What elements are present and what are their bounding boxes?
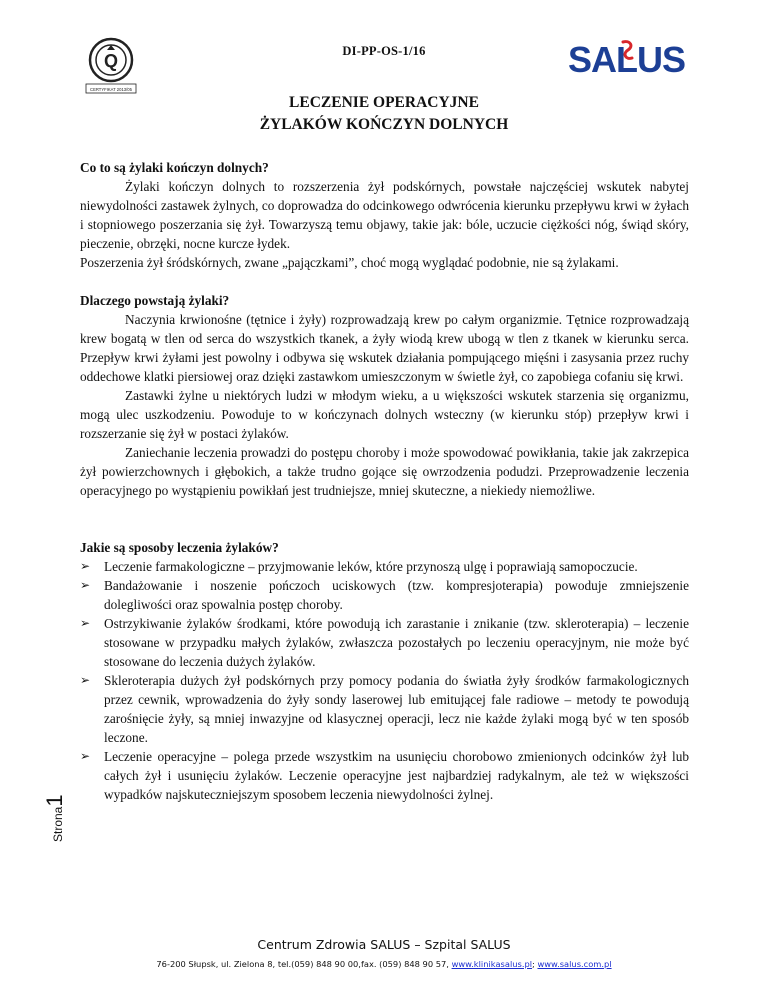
list-item: ➢ Skleroterapia dużych żył podskórnych przy pomocy podania do światła żyły środków farmakologicznych przez cewnik, wprowadzenia do żyły sondy laserowej lub emitującej fale radiowe – metody te powodują zarośnięcie żyły, są mniej inwazyjne od klasycznej operacji, lecz nie każde żylaki mogą być w ten sposób leczone. [80,673,689,745]
klinikasalus-link[interactable]: www.klinikasalus.pl [451,959,533,969]
section-2-paragraph-1: Naczynia krwionośne (tętnice i żyły) rozprowadzają krew po całym organizmie. Tętnice rozprowadzają krew bogatą w tlen od serca do wszystkich tkanek, a żyły wiodą krew ubogą w tlen z tkanek w kierunku serca. Przepływ krwi żyłami jest powolny i odbywa się wskutek działania pompującego mięśni i zasysania przez ruchy oddechowe klatki piersiowej oraz dzięki zastawkom umieszczonym w świetle żył, co zapobiega cofaniu się krwi. [80,312,689,384]
section-1-paragraph-2: Poszerzenia żył śródskórnych, zwane „pajączkami”, choć mogą wyglądać podobnie, nie są żylakami. [80,255,619,270]
section-2-heading: Dlaczego powstają żylaki? [80,293,230,308]
arrow-bullet-icon: ➢ [80,749,91,763]
document-title [0,92,768,136]
title-line-2: ŻYLAKÓW KOŃCZYN DOLNYCH [259,116,509,133]
footer-address [0,959,768,969]
svg-text:Q: Q [103,51,119,71]
section-2-paragraph-2: Zastawki żylne u niektórych ludzi w młodym wieku, a u większości wskutek starzenia się organizmu, mogą ulec uszkodzeniu. Powoduje to w kończynach dolnych wsteczny (w kierunku stóp) przepływ krwi i rozszerzanie się żył w postaci żylaków. [80,388,689,441]
brand-wordmark: SALUS [568,39,686,78]
arrow-bullet-icon: ➢ [80,578,91,592]
section-1-heading: Co to są żylaki kończyn dolnych? [80,160,269,175]
footer-address-text: 76-200 Słupsk, ul. Zielona 8, tel.(059) 848 90 00,fax. (059) 848 90 57, [156,959,452,969]
section-3-heading: Jakie są sposoby leczenia żylaków? [80,540,279,555]
document-code: DI-PP-OS-1/16 [342,44,426,58]
list-item: ➢ Ostrzykiwanie żylaków środkami, które powodują ich zarastanie i znikanie (tzw. skleroterapia) – leczenie stosowane w przypadku małych żylaków, zwłaszcza pozostałych po leczeniu operacyjnym, nie może być stosowane do leczenia dużych żylaków. [80,616,689,669]
page-number [42,794,68,842]
arrow-bullet-icon: ➢ [80,616,91,630]
list-item: ➢ Leczenie operacyjne – polega przede wszystkim na usunięciu chorobowo zmienionych odcinków żył lub całych żył i usunięciu żylaków. Leczenie operacyjne jest najbardziej radykalnym, ale też w większości wypadków najskuteczniejszym sposobem leczenia niewydolności żylnej. [80,749,689,802]
title-line-1: LECZENIE OPERACYJNE [289,94,479,111]
page-label: Strona [51,806,65,842]
footer-organization: Centrum Zdrowia SALUS – Szpital SALUS [257,937,511,952]
salus-brand-logo [568,38,690,78]
arrow-bullet-icon: ➢ [80,673,91,687]
page-number-value: 1 [42,794,67,807]
list-item: ➢ Leczenie farmakologiczne – przyjmowanie leków, które przynoszą ulgę i poprawiają samopoczucie. [80,559,638,574]
list-item: ➢ Bandażowanie i noszenie pończoch uciskowych (tzw. kompresjoterapia) powoduje zmniejszenie dolegliwości oraz spowalnia postęp choroby. [80,578,689,612]
section-1-paragraph-1: Żylaki kończyn dolnych to rozszerzenia żył podskórnych, powstałe najczęściej wskutek nabytej niewydolności zastawek żylnych, co doprowadza do odcinkowego odwrócenia kierunku przepływu krwi w żyłach i stopniowego poszerzania się żył. Towarzyszą temu objawy, takie jak: bóle, uczucie ciężkości nóg, świąd skóry, pieczenie, obrzęki, nocne kurcze łydek. [80,179,689,251]
footer-separator: ; [532,959,538,969]
treatment-list [80,557,689,804]
section-2-paragraph-3: Zaniechanie leczenia prowadzi do postępu choroby i może spowodować powikłania, takie jak zakrzepica żył powierzchownych i głębokich, a także trudno gojące się owrzodzenia podudzi. Przeprowadzenie leczenia operacyjnego po wystąpieniu powikłań jest trudniejsze, mniej skuteczne, a niekiedy niemożliwe. [80,445,689,498]
cert-label: CERTYFIKAT 2013/05 [90,87,132,92]
arrow-bullet-icon: ➢ [80,559,91,573]
document-body [80,158,689,804]
salus-link[interactable]: www.salus.com.pl [537,959,612,969]
